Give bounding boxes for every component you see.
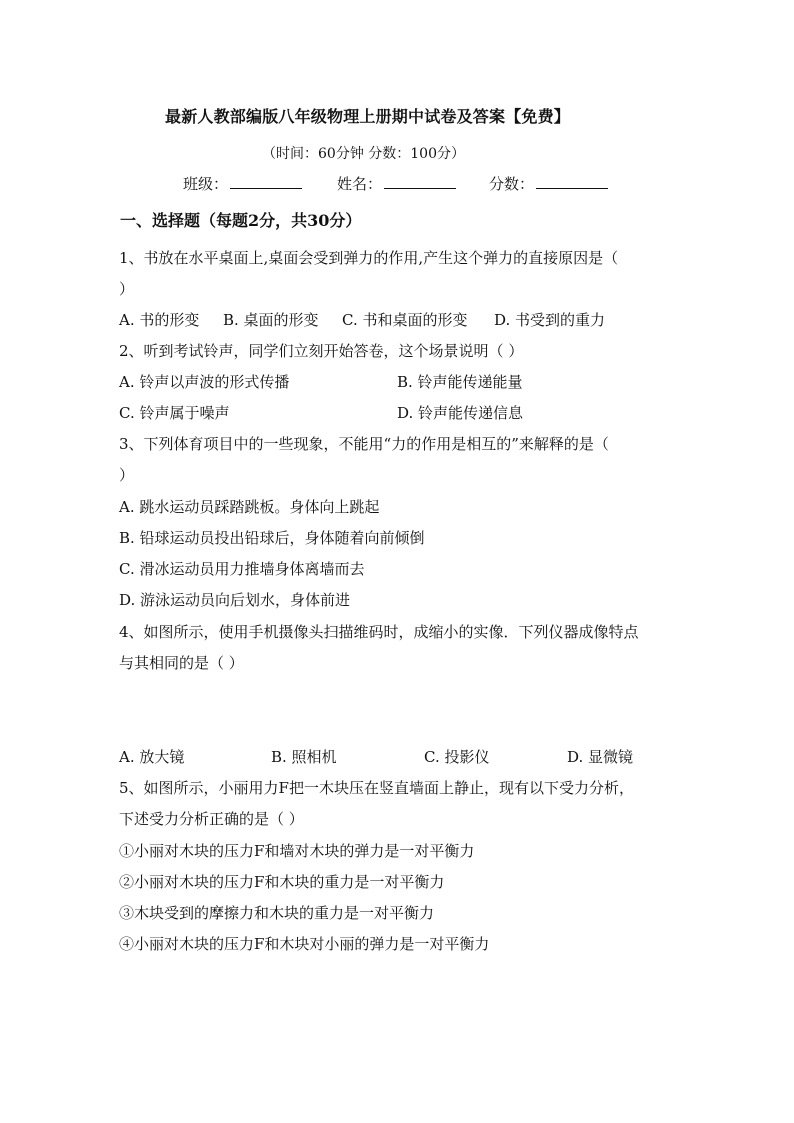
q4-option-c: C. 投影仪: [424, 748, 490, 766]
q3-option-d: D. 游泳运动员向后划水，身体前进: [119, 591, 351, 609]
q3-option-b: B. 铅球运动员投出铅球后，身体随着向前倾倒: [119, 529, 425, 547]
name-label: 姓名：: [337, 175, 383, 193]
q4-option-d: D. 显微镜: [567, 748, 634, 766]
question-4-text-cont: 与其相同的是（ ）: [119, 654, 244, 672]
question-4-text: 4、如图所示，使用手机摄像头扫描维码时，成缩小的实像．下列仪器成像特点: [119, 623, 639, 641]
score-label: 分数：: [489, 175, 535, 193]
q1-option-a: A. 书的形变: [119, 311, 200, 329]
exam-time-info: （时间：60分钟 分数：100分）: [262, 146, 465, 162]
q4-option-b: B. 照相机: [271, 748, 337, 766]
question-5-text-cont: 下述受力分析正确的是（ ）: [119, 810, 304, 828]
q5-statement-3: ③木块受到的摩擦力和木块的重力是一对平衡力: [119, 904, 435, 922]
q2-option-c: C. 铃声属于噪声: [119, 404, 230, 422]
q5-statement-1: ①小丽对木块的压力F和墙对木块的弹力是一对平衡力: [119, 842, 475, 860]
q3-option-c: C. 滑冰运动员用力推墙身体离墙而去: [119, 560, 365, 578]
question-1-text-cont: ）: [119, 280, 135, 298]
question-1-text: 1、书放在水平桌面上,桌面会受到弹力的作用,产生这个弹力的直接原因是（: [119, 249, 619, 267]
question-5-text: 5、如图所示，小丽用力F把一木块压在竖直墙面上静止，现有以下受力分析，: [119, 779, 634, 797]
name-blank: [384, 174, 456, 189]
class-blank: [230, 174, 302, 189]
q2-option-a: A. 铃声以声波的形式传播: [119, 373, 290, 391]
q5-statement-4: ④小丽对木块的压力F和木块对小丽的弹力是一对平衡力: [119, 935, 490, 953]
q5-statement-2: ②小丽对木块的压力F和木块的重力是一对平衡力: [119, 873, 445, 891]
question-3-text: 3、下列体育项目中的一些现象，不能用“力的作用是相互的”来解释的是（: [119, 435, 609, 453]
question-2-text: 2、听到考试铃声，同学们立刻开始答卷，这个场景说明（ ）: [119, 342, 524, 360]
q1-option-d: D. 书受到的重力: [494, 311, 606, 329]
class-field: [183, 174, 302, 194]
q2-option-b: B. 铃声能传递能量: [397, 373, 523, 391]
q2-option-d: D. 铃声能传递信息: [397, 404, 524, 422]
section-heading: 一、选择题（每题2分，共30分）: [120, 211, 362, 230]
exam-title: 最新人教部编版八年级物理上册期中试卷及答案【免费】: [165, 107, 571, 126]
score-field: [489, 174, 608, 194]
q3-option-a: A. 跳水运动员踩踏跳板。身体向上跳起: [119, 498, 380, 516]
class-label: 班级：: [183, 175, 229, 193]
score-blank: [536, 174, 608, 189]
q4-option-a: A. 放大镜: [119, 748, 185, 766]
q1-option-c: C. 书和桌面的形变: [342, 311, 468, 329]
question-3-text-cont: ）: [119, 466, 135, 484]
name-field: [337, 174, 456, 194]
q1-option-b: B. 桌面的形变: [223, 311, 319, 329]
